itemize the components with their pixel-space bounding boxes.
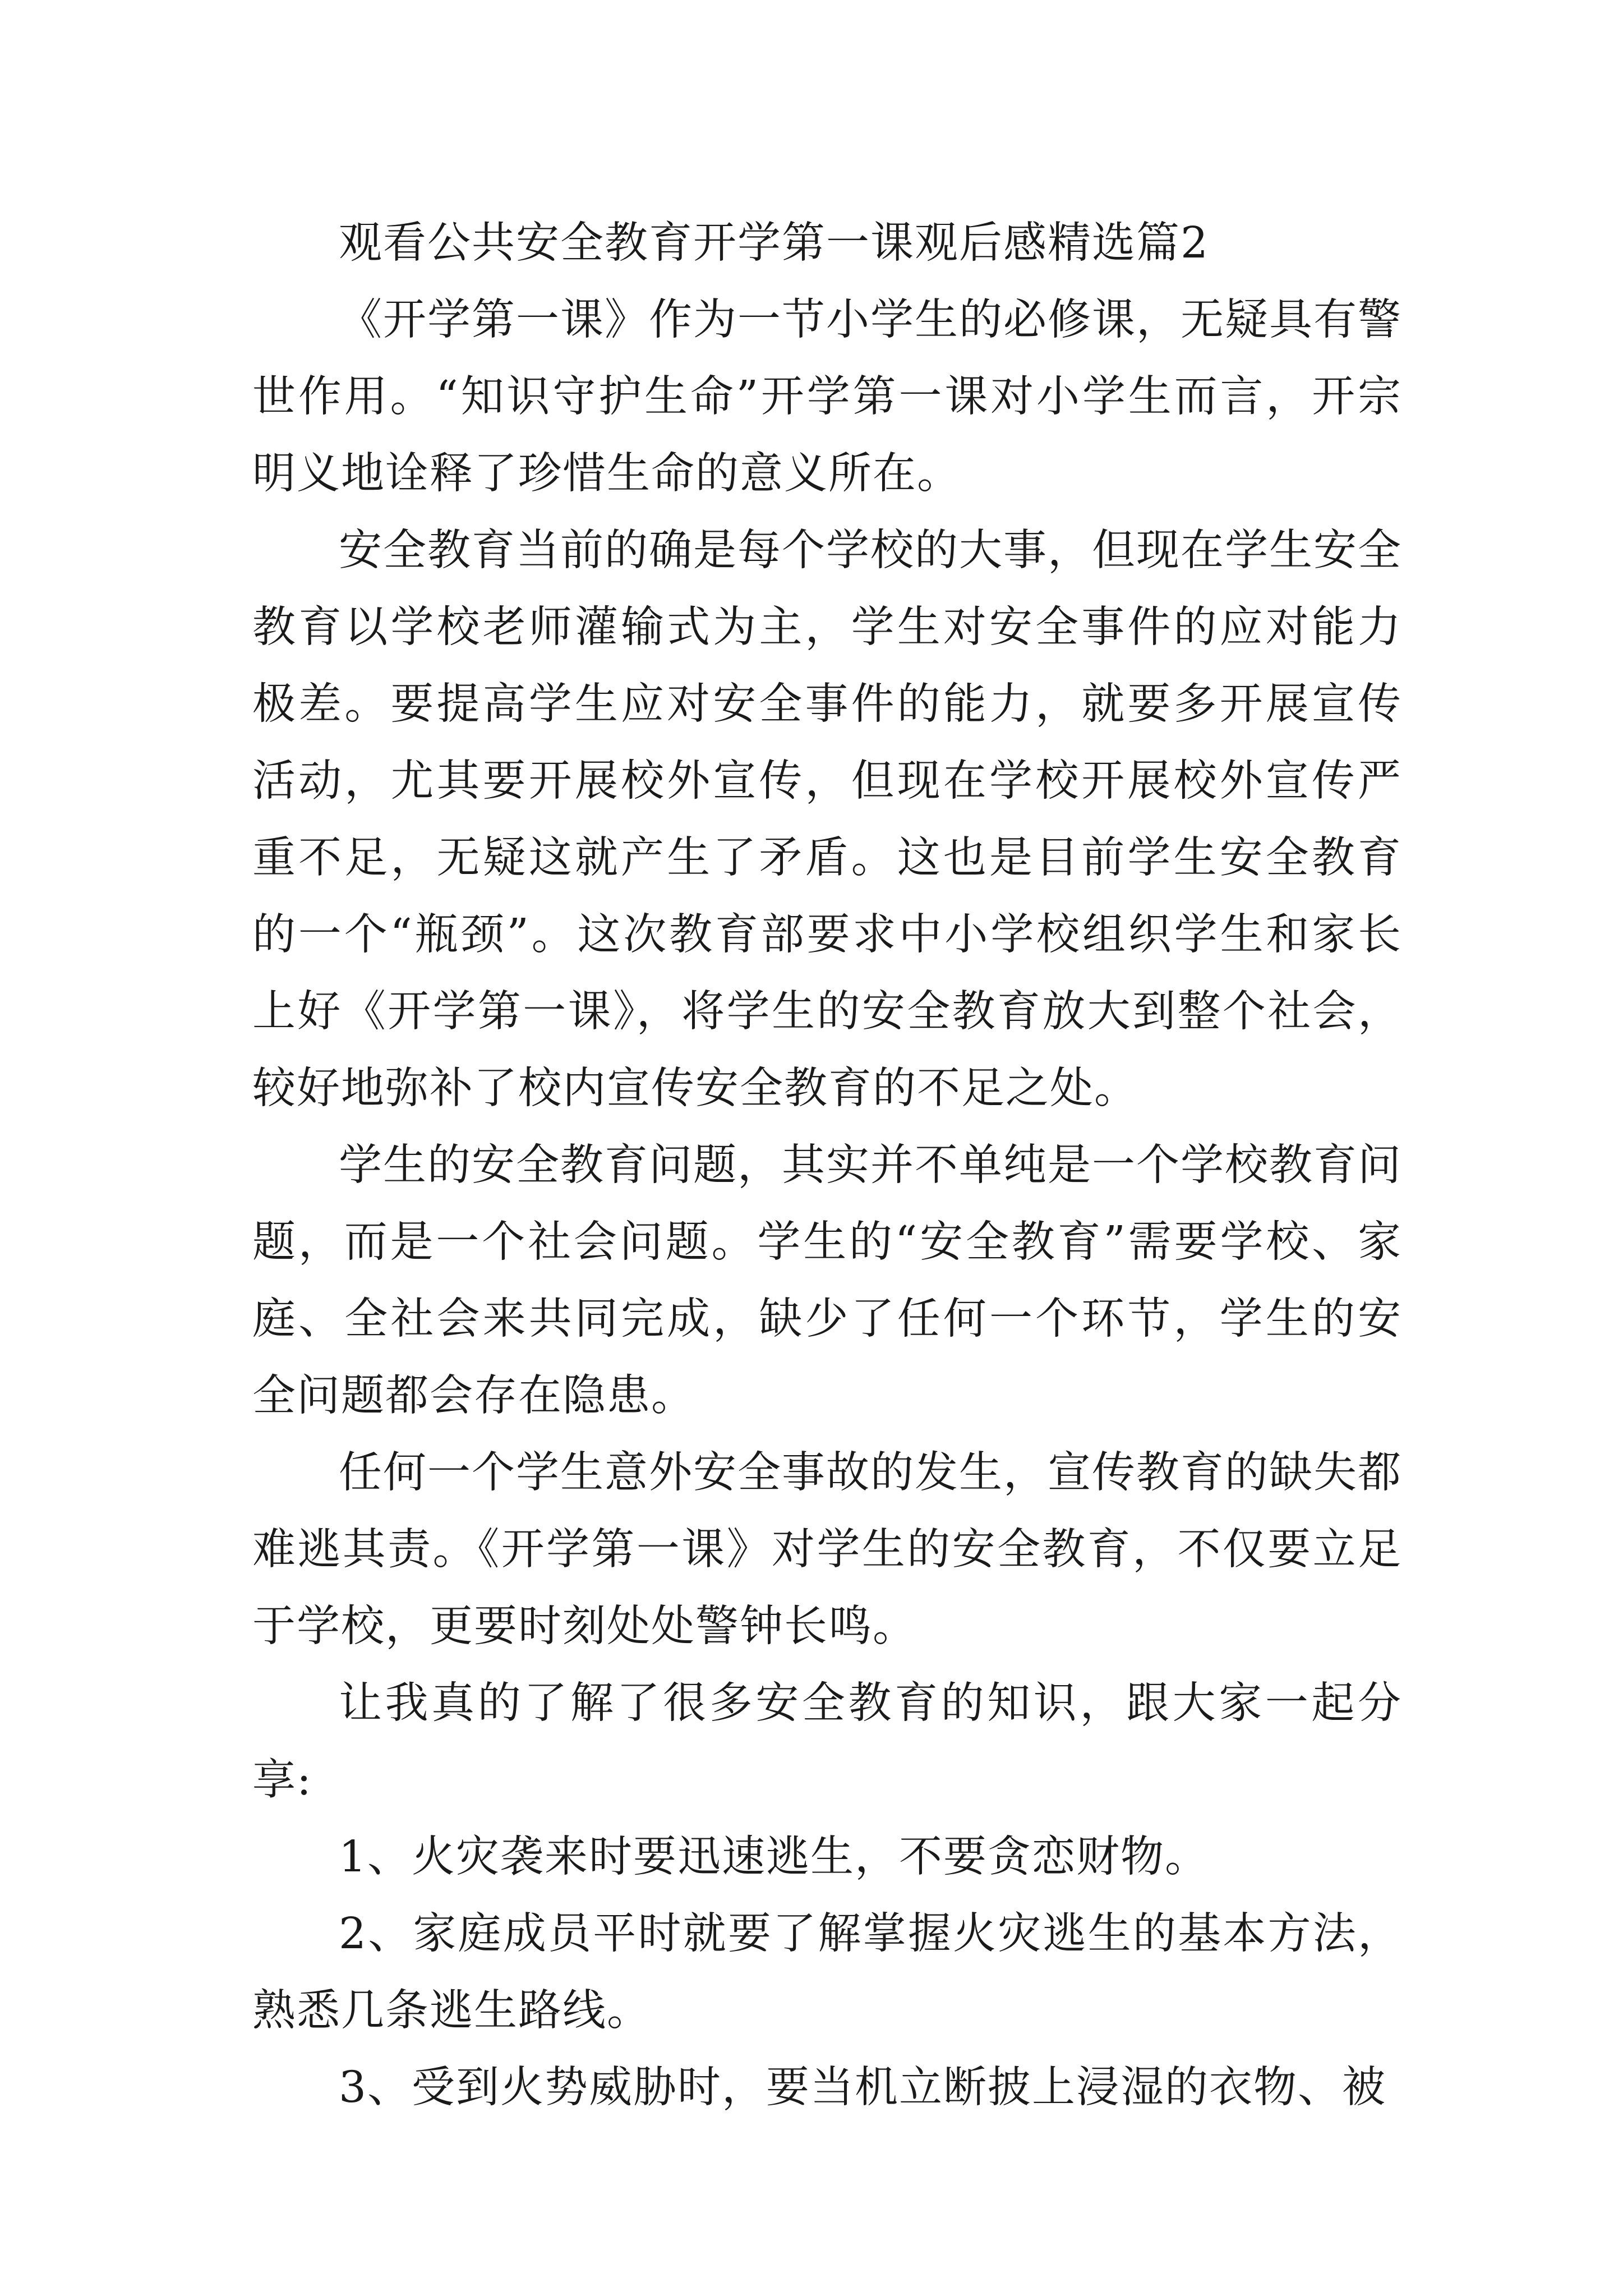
- list-item-3: 3、受到火势威胁时，要当机立断披上浸湿的衣物、被: [339, 2063, 1386, 2113]
- paragraph-2: 安全教育当前的确是每个学校的大事，但现在学生安全教育以学校老师灌输式为主，学生对安全事件的应对能力极差。要提高学生应对安全事件的能力，就要多开展宣传活动，尤其要开展校外宣传，但现在学校开展校外宣传严重不足，无疑这就产生了矛盾。这也是目前学生安全教育的一个“瓶颈”。这次教育部要求中小学校组织学生和家长上好《开学第一课》，将学生的安全教育放大到整个社会，较好地弥补了校内宣传安全教育的不足之处。: [252, 526, 1402, 1114]
- list-item-1: 1、火灾袭来时要迅速逃生，不要贪恋财物。: [339, 1832, 1209, 1882]
- paragraph-1: 《开学第一课》作为一节小学生的必修课，无疑具有警世作用。“知识守护生命”开学第一课对小学生而言，开宗明义地诠释了珍惜生命的意义所在。: [252, 295, 1402, 499]
- document-body: [252, 205, 1402, 2126]
- list-item-2: 2、家庭成员平时就要了解掌握火灾逃生的基本方法，熟悉几条逃生路线。: [252, 1909, 1402, 2036]
- document-title: 观看公共安全教育开学第一课观后感精选篇2: [339, 218, 1209, 268]
- paragraph-5: 让我真的了解了很多安全教育的知识，跟大家一起分享:: [252, 1678, 1402, 1805]
- paragraph-3: 学生的安全教育问题，其实并不单纯是一个学校教育问题，而是一个社会问题。学生的“安全教育”需要学校、家庭、全社会来共同完成，缺少了任何一个环节，学生的安全问题都会存在隐患。: [252, 1140, 1402, 1421]
- paragraph-4: 任何一个学生意外安全事故的发生，宣传教育的缺失都难逃其责。《开学第一课》对学生的安全教育，不仅要立足于学校，更要时刻处处警钟长鸣。: [252, 1448, 1402, 1651]
